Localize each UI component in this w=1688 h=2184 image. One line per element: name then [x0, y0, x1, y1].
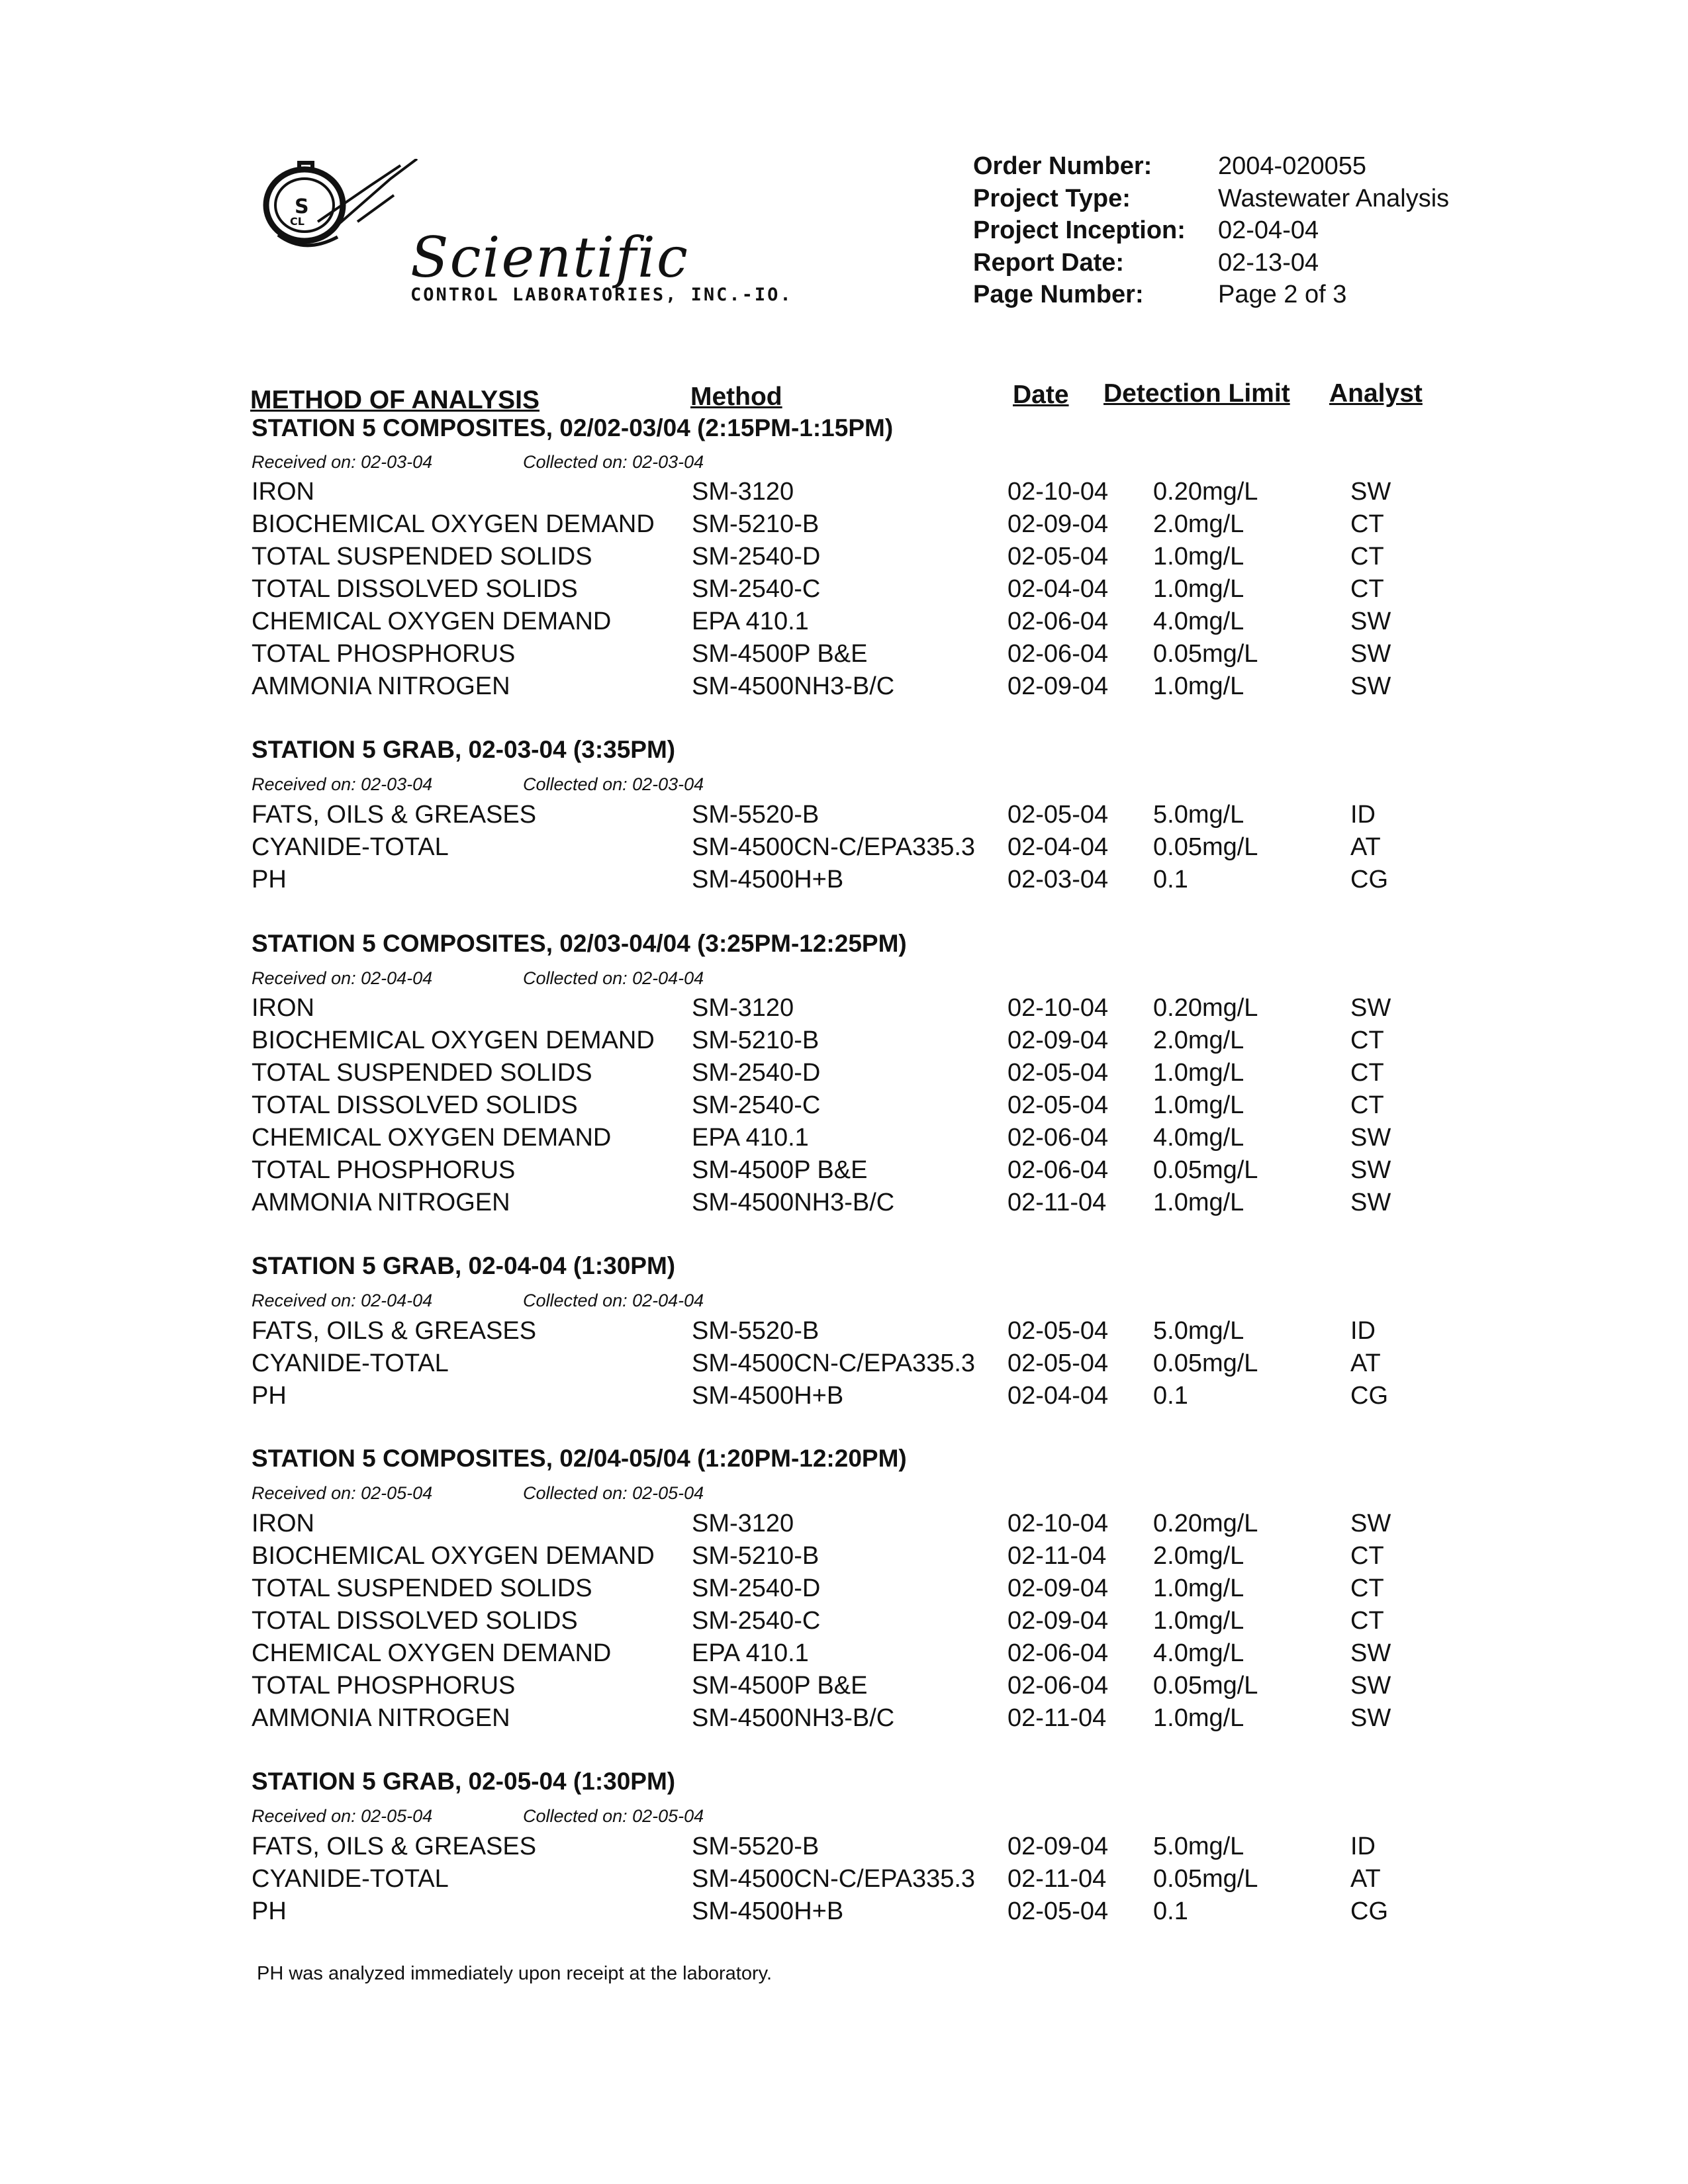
- analysis-date: 02-05-04: [1008, 1897, 1109, 1925]
- method-code: SM-2540-D: [692, 543, 821, 570]
- received-date: Received on: 02-03-04: [252, 452, 433, 472]
- table-row: [0, 1574, 1688, 1608]
- method-code: SM-4500CN-C/EPA335.3: [692, 1865, 976, 1893]
- column-header-analyst: Analyst: [1329, 379, 1423, 408]
- analyst-initials: CT: [1350, 1059, 1384, 1087]
- method-code: SM-4500CN-C/EPA335.3: [692, 1349, 976, 1377]
- detection-limit: 0.05mg/L: [1153, 1865, 1258, 1893]
- method-code: SM-4500H+B: [692, 1382, 844, 1410]
- company-logo: [258, 159, 827, 311]
- svg-text:S: S: [295, 195, 309, 218]
- table-row: [0, 640, 1688, 673]
- table-row: [0, 1124, 1688, 1157]
- analysis-name: TOTAL PHOSPHORUS: [252, 1672, 516, 1700]
- analysis-name: TOTAL SUSPENDED SOLIDS: [252, 1574, 592, 1602]
- method-code: SM-2540-D: [692, 1059, 821, 1087]
- analysis-date: 02-10-04: [1008, 478, 1109, 506]
- analysis-name: TOTAL PHOSPHORUS: [252, 1156, 516, 1184]
- detection-limit: 0.1: [1153, 866, 1188, 893]
- detection-limit: 5.0mg/L: [1153, 1317, 1244, 1345]
- analyst-initials: SW: [1350, 640, 1391, 668]
- method-code: SM-4500P B&E: [692, 1156, 868, 1184]
- method-code: SM-2540-C: [692, 1091, 821, 1119]
- section-title: STATION 5 GRAB, 02-03-04 (3:35PM): [252, 736, 676, 763]
- method-code: SM-4500NH3-B/C: [692, 1704, 895, 1732]
- analysis-name: IRON: [252, 1510, 314, 1537]
- analysis-name: CHEMICAL OXYGEN DEMAND: [252, 1639, 612, 1667]
- analyst-initials: SW: [1350, 1124, 1391, 1152]
- table-row: [0, 510, 1688, 543]
- table-row: [0, 1317, 1688, 1350]
- table-row: [0, 866, 1688, 899]
- flask-logo-icon: [258, 159, 430, 278]
- detection-limit: 1.0mg/L: [1153, 1189, 1244, 1216]
- section-title: STATION 5 COMPOSITES, 02/04-05/04 (1:20PM-12:20PM): [252, 1445, 907, 1472]
- section-meta: [252, 452, 704, 473]
- table-row: [0, 1189, 1688, 1222]
- analysis-date: 02-06-04: [1008, 608, 1109, 635]
- analysis-date: 02-05-04: [1008, 1349, 1109, 1377]
- analysis-name: PH: [252, 866, 287, 893]
- analysis-date: 02-11-04: [1008, 1865, 1107, 1893]
- method-code: SM-5520-B: [692, 801, 820, 829]
- method-code: EPA 410.1: [692, 608, 809, 635]
- detection-limit: 0.05mg/L: [1153, 833, 1258, 861]
- table-row: [0, 608, 1688, 641]
- analysis-name: TOTAL SUSPENDED SOLIDS: [252, 543, 592, 570]
- analysis-name: AMMONIA NITROGEN: [252, 672, 510, 700]
- detection-limit: 0.20mg/L: [1153, 994, 1258, 1022]
- analyst-initials: SW: [1350, 1510, 1391, 1537]
- detection-limit: 5.0mg/L: [1153, 801, 1244, 829]
- table-row: [0, 1026, 1688, 1060]
- analysis-date: 02-10-04: [1008, 1510, 1109, 1537]
- method-code: SM-3120: [692, 478, 794, 506]
- analyst-initials: CT: [1350, 1026, 1384, 1054]
- analysis-date: 02-09-04: [1008, 1026, 1109, 1054]
- method-code: EPA 410.1: [692, 1639, 809, 1667]
- analysis-name: AMMONIA NITROGEN: [252, 1189, 510, 1216]
- section-title: STATION 5 COMPOSITES, 02/02-03/04 (2:15PM-1:15PM): [252, 414, 894, 441]
- analyst-initials: ID: [1350, 1833, 1376, 1860]
- analyst-initials: AT: [1350, 833, 1381, 861]
- analysis-date: 02-09-04: [1008, 1833, 1109, 1860]
- analyst-initials: SW: [1350, 1704, 1391, 1732]
- analysis-name: BIOCHEMICAL OXYGEN DEMAND: [252, 1542, 655, 1570]
- table-row: [0, 1672, 1688, 1705]
- table-row: [0, 1091, 1688, 1124]
- analysis-date: 02-09-04: [1008, 1607, 1109, 1635]
- method-code: EPA 410.1: [692, 1124, 809, 1152]
- analyst-initials: SW: [1350, 1189, 1391, 1216]
- analyst-initials: AT: [1350, 1865, 1381, 1893]
- analyst-initials: SW: [1350, 1672, 1391, 1700]
- analysis-date: 02-09-04: [1008, 1574, 1109, 1602]
- detection-limit: 1.0mg/L: [1153, 543, 1244, 570]
- analysis-date: 02-11-04: [1008, 1542, 1107, 1570]
- header-value: 02-13-04: [1218, 249, 1319, 277]
- method-code: SM-4500H+B: [692, 1897, 844, 1925]
- collected-date: Collected on: 02-03-04: [523, 452, 704, 472]
- detection-limit: 2.0mg/L: [1153, 1026, 1244, 1054]
- analysis-name: IRON: [252, 994, 314, 1022]
- analyst-initials: CT: [1350, 1542, 1384, 1570]
- analysis-name: CHEMICAL OXYGEN DEMAND: [252, 608, 612, 635]
- section-meta: [252, 774, 704, 795]
- analyst-initials: ID: [1350, 1317, 1376, 1345]
- received-date: Received on: 02-05-04: [252, 1806, 433, 1826]
- table-row: [0, 1156, 1688, 1189]
- header-label: Report Date:: [973, 249, 1125, 277]
- analysis-name: CYANIDE-TOTAL: [252, 1349, 449, 1377]
- header-label: Page Number:: [973, 281, 1144, 308]
- collected-date: Collected on: 02-05-04: [523, 1483, 704, 1503]
- table-row: [0, 543, 1688, 576]
- collected-date: Collected on: 02-03-04: [523, 774, 704, 794]
- table-row: [0, 801, 1688, 834]
- table-row: [0, 1349, 1688, 1383]
- section-meta: [252, 1483, 704, 1504]
- analysis-date: 02-05-04: [1008, 1059, 1109, 1087]
- analysis-name: TOTAL DISSOLVED SOLIDS: [252, 575, 578, 603]
- table-row: [0, 575, 1688, 608]
- analysis-date: 02-05-04: [1008, 543, 1109, 570]
- analysis-date: 02-11-04: [1008, 1189, 1107, 1216]
- received-date: Received on: 02-04-04: [252, 968, 433, 988]
- method-code: SM-3120: [692, 1510, 794, 1537]
- table-row: [0, 1542, 1688, 1575]
- section-meta: [252, 1806, 704, 1827]
- method-code: SM-4500H+B: [692, 866, 844, 893]
- analyst-initials: CG: [1350, 866, 1388, 893]
- analyst-initials: SW: [1350, 608, 1391, 635]
- section-meta: [252, 1291, 704, 1311]
- analyst-initials: SW: [1350, 478, 1391, 506]
- analysis-name: TOTAL SUSPENDED SOLIDS: [252, 1059, 592, 1087]
- header-value: Page 2 of 3: [1218, 281, 1347, 308]
- column-header-method: Method: [690, 383, 782, 411]
- method-code: SM-5520-B: [692, 1317, 820, 1345]
- table-row: [0, 1607, 1688, 1640]
- method-code: SM-4500NH3-B/C: [692, 1189, 895, 1216]
- analysis-name: TOTAL PHOSPHORUS: [252, 640, 516, 668]
- section-title: STATION 5 GRAB, 02-05-04 (1:30PM): [252, 1768, 676, 1795]
- analysis-name: BIOCHEMICAL OXYGEN DEMAND: [252, 1026, 655, 1054]
- analysis-name: FATS, OILS & GREASES: [252, 801, 537, 829]
- detection-limit: 1.0mg/L: [1153, 1059, 1244, 1087]
- table-row: [0, 672, 1688, 705]
- detection-limit: 0.05mg/L: [1153, 1349, 1258, 1377]
- analysis-date: 02-06-04: [1008, 1639, 1109, 1667]
- analysis-date: 02-06-04: [1008, 1124, 1109, 1152]
- detection-limit: 0.1: [1153, 1382, 1188, 1410]
- detection-limit: 1.0mg/L: [1153, 1091, 1244, 1119]
- detection-limit: 5.0mg/L: [1153, 1833, 1244, 1860]
- analyst-initials: CT: [1350, 1574, 1384, 1602]
- analyst-initials: CT: [1350, 1091, 1384, 1119]
- analysis-date: 02-09-04: [1008, 510, 1109, 538]
- analysis-date: 02-11-04: [1008, 1704, 1107, 1732]
- detection-limit: 4.0mg/L: [1153, 1639, 1244, 1667]
- analysis-date: 02-03-04: [1008, 866, 1109, 893]
- method-code: SM-2540-C: [692, 575, 821, 603]
- analyst-initials: ID: [1350, 801, 1376, 829]
- analysis-name: PH: [252, 1897, 287, 1925]
- analysis-name: CYANIDE-TOTAL: [252, 1865, 449, 1893]
- footnote: PH was analyzed immediately upon receipt at the laboratory.: [257, 1963, 773, 1984]
- detection-limit: 0.05mg/L: [1153, 640, 1258, 668]
- section-title: STATION 5 GRAB, 02-04-04 (1:30PM): [252, 1252, 676, 1279]
- detection-limit: 0.05mg/L: [1153, 1156, 1258, 1184]
- section-title: STATION 5 COMPOSITES, 02/03-04/04 (3:25PM-12:25PM): [252, 930, 907, 957]
- detection-limit: 1.0mg/L: [1153, 1574, 1244, 1602]
- detection-limit: 4.0mg/L: [1153, 1124, 1244, 1152]
- received-date: Received on: 02-04-04: [252, 1291, 433, 1310]
- analyst-initials: CT: [1350, 510, 1384, 538]
- analysis-name: FATS, OILS & GREASES: [252, 1317, 537, 1345]
- column-header-detection-limit: Detection Limit: [1103, 379, 1290, 408]
- received-date: Received on: 02-03-04: [252, 774, 433, 794]
- analysis-name: FATS, OILS & GREASES: [252, 1833, 537, 1860]
- analysis-name: CYANIDE-TOTAL: [252, 833, 449, 861]
- analysis-date: 02-04-04: [1008, 575, 1109, 603]
- header-value: 02-04-04: [1218, 216, 1319, 244]
- header-label: Project Type:: [973, 185, 1131, 212]
- header-value: Wastewater Analysis: [1218, 185, 1450, 212]
- column-header-date: Date: [1013, 381, 1069, 409]
- analysis-date: 02-09-04: [1008, 672, 1109, 700]
- method-code: SM-4500NH3-B/C: [692, 672, 895, 700]
- analysis-name: PH: [252, 1382, 287, 1410]
- table-row: [0, 1059, 1688, 1092]
- analysis-date: 02-05-04: [1008, 1317, 1109, 1345]
- analysis-name: IRON: [252, 478, 314, 506]
- table-row: [0, 1833, 1688, 1866]
- collected-date: Collected on: 02-04-04: [523, 1291, 704, 1310]
- header-label: Order Number:: [973, 152, 1152, 180]
- analyst-initials: CT: [1350, 1607, 1384, 1635]
- method-code: SM-4500P B&E: [692, 640, 868, 668]
- method-code: SM-5520-B: [692, 1833, 820, 1860]
- table-row: [0, 1639, 1688, 1672]
- table-row: [0, 1865, 1688, 1898]
- method-code: SM-5210-B: [692, 1542, 820, 1570]
- method-code: SM-5210-B: [692, 510, 820, 538]
- analysis-name: CHEMICAL OXYGEN DEMAND: [252, 1124, 612, 1152]
- analysis-date: 02-06-04: [1008, 1156, 1109, 1184]
- detection-limit: 2.0mg/L: [1153, 1542, 1244, 1570]
- analysis-name: AMMONIA NITROGEN: [252, 1704, 510, 1732]
- analysis-date: 02-06-04: [1008, 640, 1109, 668]
- detection-limit: 4.0mg/L: [1153, 608, 1244, 635]
- detection-limit: 0.20mg/L: [1153, 1510, 1258, 1537]
- detection-limit: 2.0mg/L: [1153, 510, 1244, 538]
- column-header-analysis: METHOD OF ANALYSIS: [250, 386, 539, 414]
- analyst-initials: CT: [1350, 575, 1384, 603]
- method-code: SM-5210-B: [692, 1026, 820, 1054]
- section-meta: [252, 968, 704, 989]
- table-row: [0, 994, 1688, 1027]
- detection-limit: 1.0mg/L: [1153, 1704, 1244, 1732]
- method-code: SM-3120: [692, 994, 794, 1022]
- header-value: 2004-020055: [1218, 152, 1366, 180]
- analyst-initials: CG: [1350, 1897, 1388, 1925]
- analysis-name: TOTAL DISSOLVED SOLIDS: [252, 1091, 578, 1119]
- method-code: SM-4500CN-C/EPA335.3: [692, 833, 976, 861]
- detection-limit: 0.20mg/L: [1153, 478, 1258, 506]
- analysis-date: 02-04-04: [1008, 833, 1109, 861]
- collected-date: Collected on: 02-05-04: [523, 1806, 704, 1826]
- method-code: SM-4500P B&E: [692, 1672, 868, 1700]
- detection-limit: 0.1: [1153, 1897, 1188, 1925]
- company-name-line: CONTROL LABORATORIES, INC.-IO.: [410, 285, 793, 305]
- analysis-date: 02-05-04: [1008, 1091, 1109, 1119]
- analyst-initials: SW: [1350, 1639, 1391, 1667]
- analyst-initials: SW: [1350, 672, 1391, 700]
- analyst-initials: CG: [1350, 1382, 1388, 1410]
- table-row: [0, 1510, 1688, 1543]
- collected-date: Collected on: 02-04-04: [523, 968, 704, 988]
- table-row: [0, 1897, 1688, 1931]
- detection-limit: 1.0mg/L: [1153, 575, 1244, 603]
- analyst-initials: SW: [1350, 1156, 1391, 1184]
- table-row: [0, 1704, 1688, 1737]
- analyst-initials: AT: [1350, 1349, 1381, 1377]
- detection-limit: 1.0mg/L: [1153, 672, 1244, 700]
- analyst-initials: SW: [1350, 994, 1391, 1022]
- detection-limit: 0.05mg/L: [1153, 1672, 1258, 1700]
- analysis-date: 02-04-04: [1008, 1382, 1109, 1410]
- svg-text:CL: CL: [290, 215, 305, 228]
- method-code: SM-2540-D: [692, 1574, 821, 1602]
- company-name-script: Scientific: [410, 225, 689, 290]
- analysis-date: 02-10-04: [1008, 994, 1109, 1022]
- header-label: Project Inception:: [973, 216, 1186, 244]
- analysis-date: 02-06-04: [1008, 1672, 1109, 1700]
- table-row: [0, 1382, 1688, 1415]
- method-code: SM-2540-C: [692, 1607, 821, 1635]
- detection-limit: 1.0mg/L: [1153, 1607, 1244, 1635]
- received-date: Received on: 02-05-04: [252, 1483, 433, 1503]
- analysis-name: BIOCHEMICAL OXYGEN DEMAND: [252, 510, 655, 538]
- analyst-initials: CT: [1350, 543, 1384, 570]
- analysis-name: TOTAL DISSOLVED SOLIDS: [252, 1607, 578, 1635]
- table-row: [0, 833, 1688, 866]
- table-row: [0, 478, 1688, 511]
- analysis-date: 02-05-04: [1008, 801, 1109, 829]
